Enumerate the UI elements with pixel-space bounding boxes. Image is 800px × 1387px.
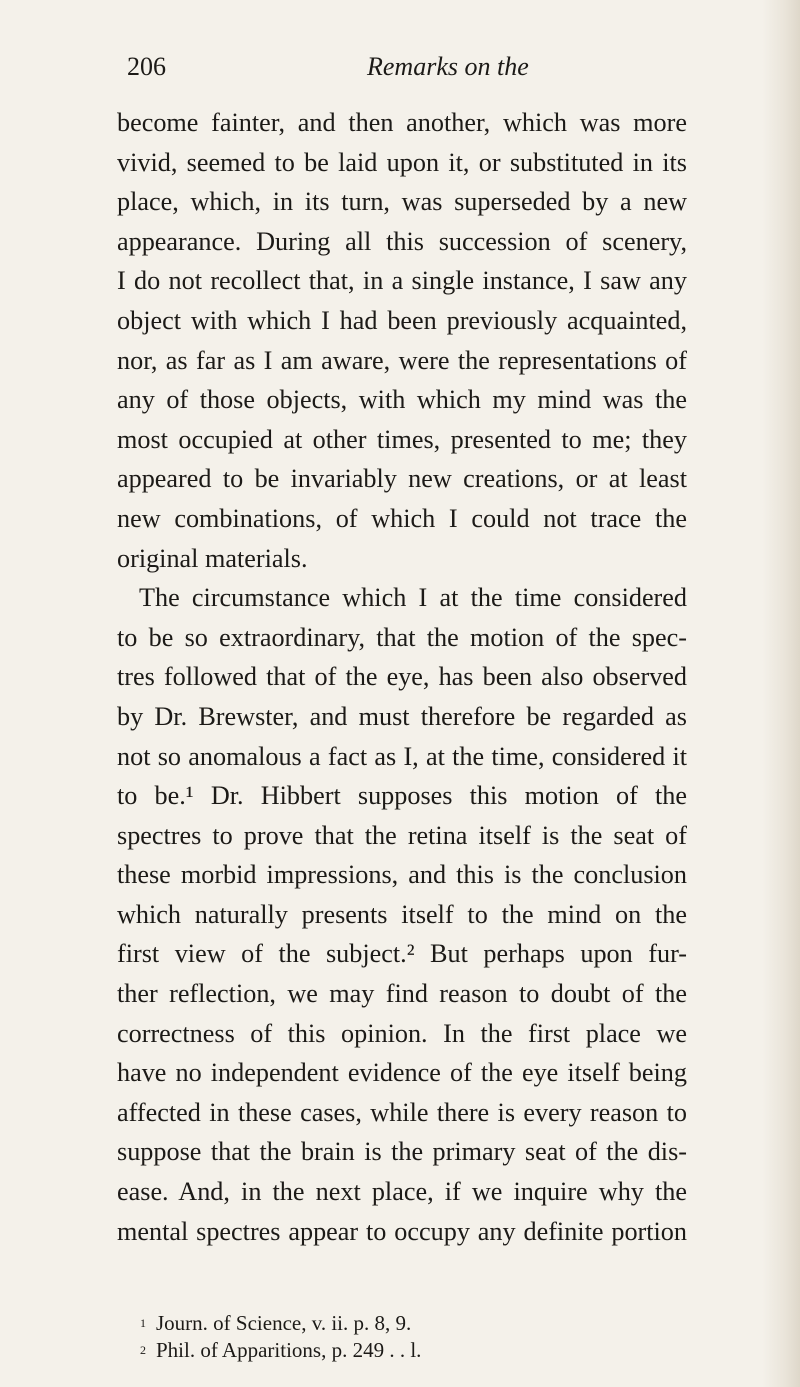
page-number: 206 xyxy=(127,52,166,81)
footnote-mark: 1 xyxy=(140,1316,146,1330)
text-line: any of those objects, with which my mind was the xyxy=(117,385,687,415)
text-line: place, which, in its turn, was superseded by a new xyxy=(117,187,687,217)
text-line: mental spectres appear to occupy any definite portion xyxy=(117,1216,687,1246)
text-line: ther reflection, we may find reason to doubt of the xyxy=(117,979,687,1009)
footnotes xyxy=(140,1310,700,1364)
text-line: appeared to be invariably new creations, or at least xyxy=(117,464,687,494)
text-line: tres followed that of the eye, has been also observed xyxy=(117,662,687,692)
footnote-text: Phil. of Apparitions, p. 249 . . l. xyxy=(156,1338,422,1362)
footnote-mark: 2 xyxy=(140,1343,146,1357)
body-text xyxy=(117,103,687,1251)
text-line: I do not recollect that, in a single instance, I saw any xyxy=(117,266,687,296)
text-line: object with which I had been previously acquainted, xyxy=(117,305,687,335)
text-line: spectres to prove that the retina itself is the seat of xyxy=(117,820,687,850)
text-line: vivid, seemed to be laid upon it, or substituted in its xyxy=(117,147,687,177)
text-line: by Dr. Brewster, and must therefore be regarded as xyxy=(117,701,687,731)
text-line: which naturally presents itself to the mind on the xyxy=(117,899,687,929)
text-line: first view of the subject.² But perhaps upon fur- xyxy=(117,939,687,969)
text-line: suppose that the brain is the primary seat of the dis- xyxy=(117,1137,687,1167)
text-line: ease. And, in the next place, if we inquire why the xyxy=(117,1177,687,1207)
text-line: have no independent evidence of the eye itself being xyxy=(117,1058,687,1088)
text-line: correctness of this opinion. In the first place we xyxy=(117,1018,687,1048)
text-line: new combinations, of which I could not trace the xyxy=(117,503,687,533)
text-line: nor, as far as I am aware, were the representations of xyxy=(117,345,687,375)
text-line: not so anomalous a fact as I, at the time, considered it xyxy=(117,741,687,771)
footnote-text: Journ. of Science, v. ii. p. 8, 9. xyxy=(156,1311,412,1335)
text-line: The circumstance which I at the time considered xyxy=(139,583,687,613)
text-line: to be so extraordinary, that the motion of the spec- xyxy=(117,622,687,652)
text-line: most occupied at other times, presented to me; they xyxy=(117,424,687,454)
page-header xyxy=(127,52,687,92)
text-line: become fainter, and then another, which was more xyxy=(117,108,687,137)
footnote xyxy=(140,1337,700,1364)
text-line: affected in these cases, while there is every reason to xyxy=(117,1097,687,1127)
text-line: to be.¹ Dr. Hibbert supposes this motion of the xyxy=(117,781,687,811)
running-head: Remarks on the xyxy=(367,52,529,81)
text-line: original materials. xyxy=(117,543,308,573)
text-line: these morbid impressions, and this is the conclusion xyxy=(117,860,687,890)
text-line: appearance. During all this succession of scenery, xyxy=(117,226,687,256)
footnote xyxy=(140,1310,700,1337)
page-edge-shadow xyxy=(762,0,800,1387)
